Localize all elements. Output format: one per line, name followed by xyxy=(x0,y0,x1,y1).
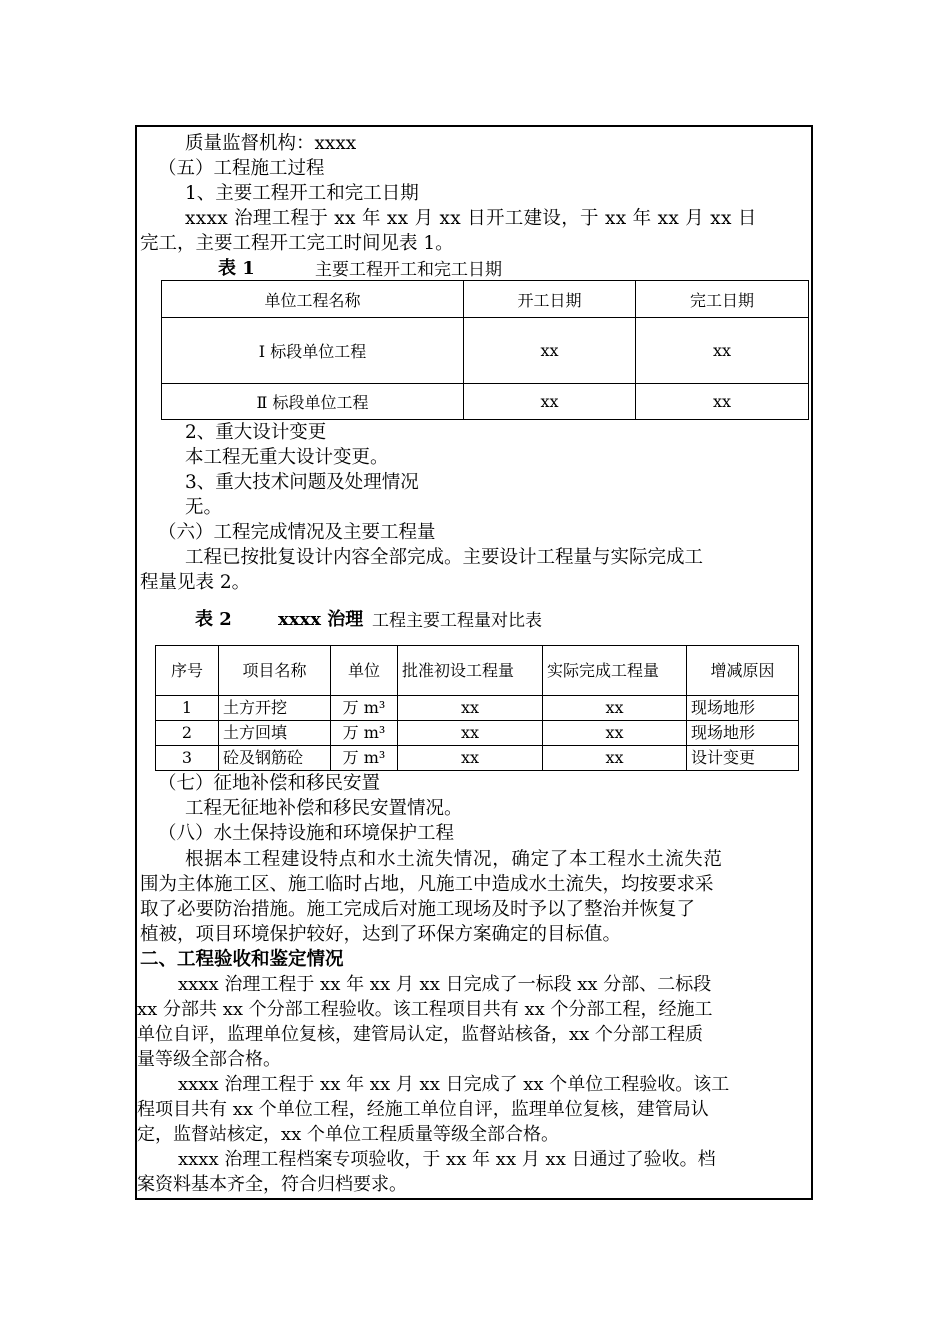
paragraph-line: 量等级全部合格。 xyxy=(137,1049,281,1070)
table-header-cell: 实际完成工程量 xyxy=(543,646,687,696)
table-cell: 现场地形 xyxy=(687,696,799,721)
table-cell: xx xyxy=(543,746,687,771)
section-heading-6: （六）工程完成情况及主要工程量 xyxy=(158,522,436,543)
subheading-dates: 1、主要工程开工和完工日期 xyxy=(185,183,419,204)
table-cell: xx xyxy=(543,696,687,721)
paragraph-line: 围为主体施工区、施工临时占地，凡施工中造成水土流失，均按要求采 xyxy=(140,874,714,895)
table-cell: xx xyxy=(464,318,636,384)
table-header-cell: 序号 xyxy=(156,646,219,696)
section-heading-8: （八）水土保持设施和环境保护工程 xyxy=(158,823,455,844)
paragraph-line: 单位自评，监理单位复核，建管局认定，监督站核备，xx 个分部工程质 xyxy=(137,1024,704,1045)
paragraph-line: 植被，项目环境保护较好，达到了环保方案确定的目标值。 xyxy=(140,924,622,945)
table-cell: 万 m³ xyxy=(331,746,398,771)
table-cell: xx xyxy=(636,384,809,420)
paragraph-line: xxxx 治理工程于 xx 年 xx 月 xx 日开工建设，于 xx 年 xx 月 xx 日 xyxy=(185,208,757,229)
paragraph-line: 程量见表 2。 xyxy=(140,572,251,593)
paragraph-line: 工程已按批复设计内容全部完成。主要设计工程量与实际完成工 xyxy=(185,547,704,568)
table-row xyxy=(156,721,799,746)
table-header-cell: 项目名称 xyxy=(219,646,331,696)
table-cell: xx xyxy=(398,721,543,746)
table-cell: xx xyxy=(636,318,809,384)
table1-caption-label: 表 1 xyxy=(218,258,255,279)
section-heading-2: 二、工程验收和鉴定情况 xyxy=(140,949,344,970)
table-cell: 设计变更 xyxy=(687,746,799,771)
table-cell: 3 xyxy=(156,746,219,771)
table-cell: xx xyxy=(464,384,636,420)
table-header-cell: 完工日期 xyxy=(636,281,809,318)
paragraph-line: 工程无征地补偿和移民安置情况。 xyxy=(185,798,463,819)
paragraph-line: 无。 xyxy=(185,497,223,518)
table-cell: 2 xyxy=(156,721,219,746)
table-header-cell: 开工日期 xyxy=(464,281,636,318)
paragraph-line: 根据本工程建设特点和水土流失情况，确定了本工程水土流失范 xyxy=(185,849,723,870)
table-header-cell: 批准初设工程量 xyxy=(398,646,543,696)
paragraph-line: 完工，主要工程开工完工时间见表 1。 xyxy=(140,233,454,254)
table2-caption-label: 表 2 xyxy=(195,609,232,630)
table-cell: 土方回填 xyxy=(219,721,331,746)
table-header-row xyxy=(162,281,809,318)
table-cell: 万 m³ xyxy=(331,721,398,746)
subheading-design-change: 2、重大设计变更 xyxy=(185,422,327,443)
table-cell: xx xyxy=(543,721,687,746)
table2-caption-bold: xxxx 治理 xyxy=(278,609,364,630)
table-cell: xx xyxy=(398,696,543,721)
table1-caption-title: 主要工程开工和完工日期 xyxy=(315,260,502,280)
table2-caption-title: 工程主要工程量对比表 xyxy=(372,611,542,631)
table-header-row xyxy=(156,646,799,696)
table-cell: Ⅰ 标段单位工程 xyxy=(162,318,464,384)
paragraph-line: 程项目共有 xx 个单位工程，经施工单位自评，监理单位复核，建管局认 xyxy=(137,1099,709,1120)
table-row xyxy=(162,384,809,420)
paragraph-line: 本工程无重大设计变更。 xyxy=(185,447,389,468)
table-cell: xx xyxy=(398,746,543,771)
table-header-cell: 单位 xyxy=(331,646,398,696)
paragraph-line: xxxx 治理工程档案专项验收，于 xx 年 xx 月 xx 日通过了验收。档 xyxy=(178,1149,716,1170)
table-cell: 万 m³ xyxy=(331,696,398,721)
table-quantity-comparison xyxy=(155,645,799,771)
table-row xyxy=(156,746,799,771)
paragraph-line: 定，监督站核定，xx 个单位工程质量等级全部合格。 xyxy=(137,1124,560,1145)
quality-supervisor-line: 质量监督机构：xxxx xyxy=(185,133,357,154)
table-cell: Ⅱ 标段单位工程 xyxy=(162,384,464,420)
subheading-technical-issues: 3、重大技术问题及处理情况 xyxy=(185,472,419,493)
paragraph-line: xx 分部共 xx 个分部工程验收。该工程项目共有 xx 个分部工程，经施工 xyxy=(137,999,713,1020)
paragraph-line: 案资料基本齐全，符合归档要求。 xyxy=(137,1174,407,1195)
table-header-cell: 增减原因 xyxy=(687,646,799,696)
table-start-end-dates xyxy=(161,280,809,420)
table-header-cell: 单位工程名称 xyxy=(162,281,464,318)
table-row xyxy=(156,696,799,721)
table-cell: 砼及钢筋砼 xyxy=(219,746,331,771)
section-heading-5: （五）工程施工过程 xyxy=(158,158,325,179)
paragraph-line: xxxx 治理工程于 xx 年 xx 月 xx 日完成了一标段 xx 分部、二标段 xyxy=(178,974,712,995)
table-cell: 1 xyxy=(156,696,219,721)
paragraph-line: 取了必要防治措施。施工完成后对施工现场及时予以了整治并恢复了 xyxy=(140,899,696,920)
table-cell: 土方开挖 xyxy=(219,696,331,721)
table-row xyxy=(162,318,809,384)
section-heading-7: （七）征地补偿和移民安置 xyxy=(158,773,381,794)
table-cell: 现场地形 xyxy=(687,721,799,746)
paragraph-line: xxxx 治理工程于 xx 年 xx 月 xx 日完成了 xx 个单位工程验收。该工 xyxy=(178,1074,730,1095)
